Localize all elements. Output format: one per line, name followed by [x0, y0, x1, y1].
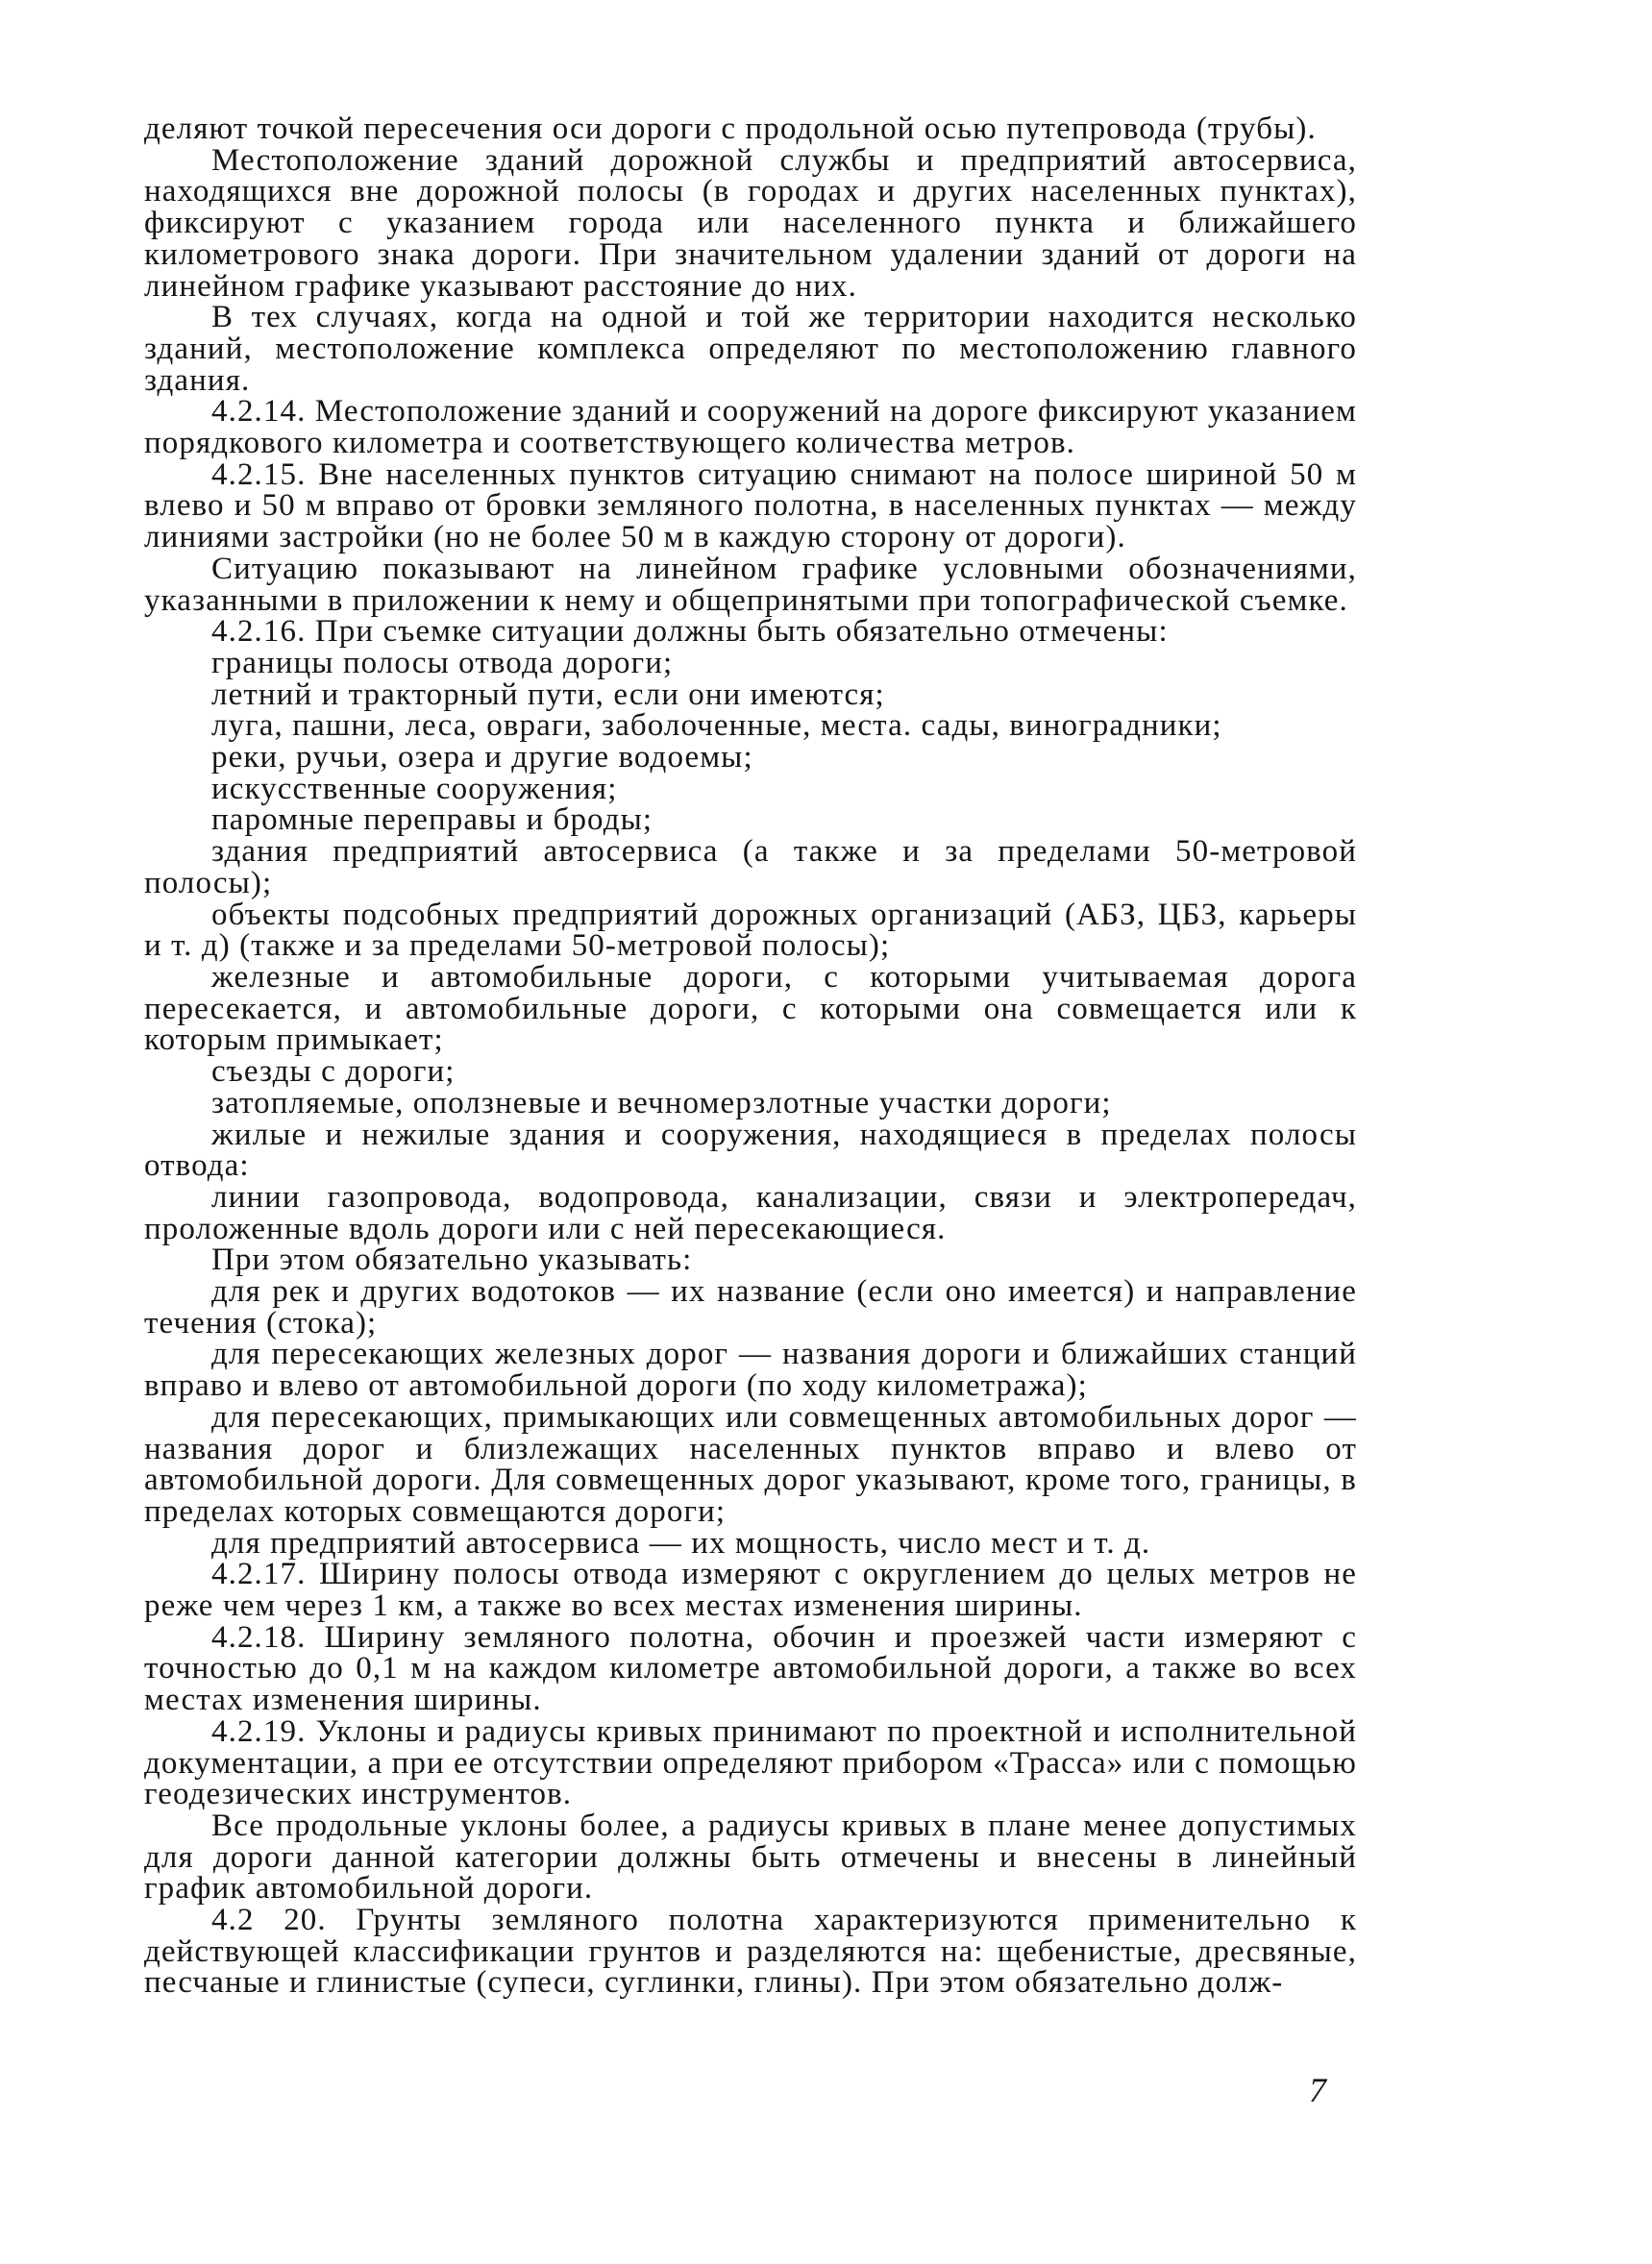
paragraph: деляют точкой пересечения оси дороги с продольной осью путепровода (трубы).: [144, 111, 1317, 146]
list-item: для рек и других водотоков — их название (если оно имеется) и направление течения (стока);: [144, 1274, 1357, 1341]
list-item: линии газопровода, водопровода, канализации, связи и электропередач, проложенные вдоль дороги или с ней пересекающиеся.: [144, 1179, 1357, 1246]
paragraph: 4.2.17. Ширину полосы отвода измеряют с округлением до целых метров не реже чем через 1 км, а также во всех местах изменения ширины.: [144, 1557, 1357, 1624]
list-item: объекты подсобных предприятий дорожных организаций (АБЗ, ЦБЗ, карьеры и т. д) (также и за пределами 50-метровой полосы);: [144, 897, 1357, 964]
paragraph: 4.2.15. Вне населенных пунктов ситуацию снимают на полосе шириной 50 м влево и 50 м вправо от бровки земляного полотна, в населенных пунктах — между линиями застройки (но не более 50 м в каждую сторону от дороги).: [144, 456, 1357, 555]
list-item: жилые и нежилые здания и сооружения, находящиеся в пределах полосы отвода:: [144, 1117, 1357, 1184]
list-item: для пересекающих, примыкающих или совмещенных автомобильных дорог — названия дорог и близлежащих населенных пунктов вправо и влево от автомобильной дороги. Для совмещенных дорог указывают, кроме того, границы, в пределах которых совмещаются дороги;: [144, 1399, 1357, 1529]
paragraph: Местоположение зданий дорожной службы и предприятий автосервиса, находящихся вне дорожной полосы (в городах и других населенных пунктах), фиксируют с указанием города или населенного пункта и ближайшего километрового знака дороги. При значительном удалении зданий от дороги на линейном графике указывают расстояние до них.: [144, 142, 1357, 304]
paragraph: 4.2.18. Ширину земляного полотна, обочин и проезжей части измеряют с точностью до 0,1 м на каждом километре автомобильной дороги, а также во всех местах изменения ширины.: [144, 1619, 1357, 1718]
list-item: железные и автомобильные дороги, с которыми учитываемая дорога пересекается, и автомобильные дороги, с которыми она совмещается или к которым примыкает;: [144, 959, 1357, 1058]
paragraph: 4.2 20. Грунты земляного полотна характеризуются применительно к действующей классификации грунтов и разделяются на: щебенистые, дресвяные, песчаные и глинистые (супеси, суглинки, глины). При этом обязательно долж-: [144, 1903, 1357, 2001]
list-item: затопляемые, оползневые и вечномерзлотные участки дороги;: [211, 1085, 1112, 1120]
list-item: для предприятий автосервиса — их мощность, число мест и т. д.: [211, 1525, 1151, 1561]
document-body: [144, 113, 1357, 1999]
list-item: искусственные сооружения;: [211, 771, 618, 806]
list-item: реки, ручьи, озера и другие водоемы;: [211, 740, 753, 775]
list-item: паромные переправы и броды;: [211, 802, 653, 838]
list-item: летний и тракторный пути, если они имеются;: [211, 677, 885, 712]
list-item: границы полосы отвода дороги;: [211, 645, 674, 680]
paragraph: При этом обязательно указывать:: [211, 1243, 693, 1278]
paragraph: 4.2.16. При съемке ситуации должны быть обязательно отмечены:: [211, 614, 1169, 650]
paragraph: Все продольные уклоны более, а радиусы кривых в плане менее допустимых для дороги данной категории должны быть отмечены и внесены в линейный график автомобильной дороги.: [144, 1808, 1357, 1907]
paragraph: 4.2.14. Местоположение зданий и сооружений на дороге фиксируют указанием порядкового километра и соответствующего количества метров.: [144, 394, 1357, 461]
paragraph: Ситуацию показывают на линейном графике условными обозначениями, указанными в приложении к нему и общепринятыми при топографической съемке.: [144, 551, 1357, 618]
paragraph: В тех случаях, когда на одной и той же территории находится несколько зданий, местоположение комплекса определяют по местоположению главного здания.: [144, 300, 1357, 398]
page-number: 7: [1309, 2071, 1326, 2109]
list-item: съезды с дороги;: [211, 1054, 456, 1090]
paragraph: 4.2.19. Уклоны и радиусы кривых принимают по проектной и исполнительной документации, а при ее отсутствии определяют прибором «Трасса» или с помощью геодезических инструментов.: [144, 1713, 1357, 1812]
list-item: здания предприятий автосервиса (а также и за пределами 50-метровой полосы);: [144, 834, 1357, 900]
list-item: луга, пашни, леса, овраги, заболоченные, места. сады, виноградники;: [211, 708, 1222, 744]
list-item: для пересекающих железных дорог — названия дороги и ближайших станций вправо и влево от автомобильной дороги (по ходу километража);: [144, 1337, 1357, 1404]
